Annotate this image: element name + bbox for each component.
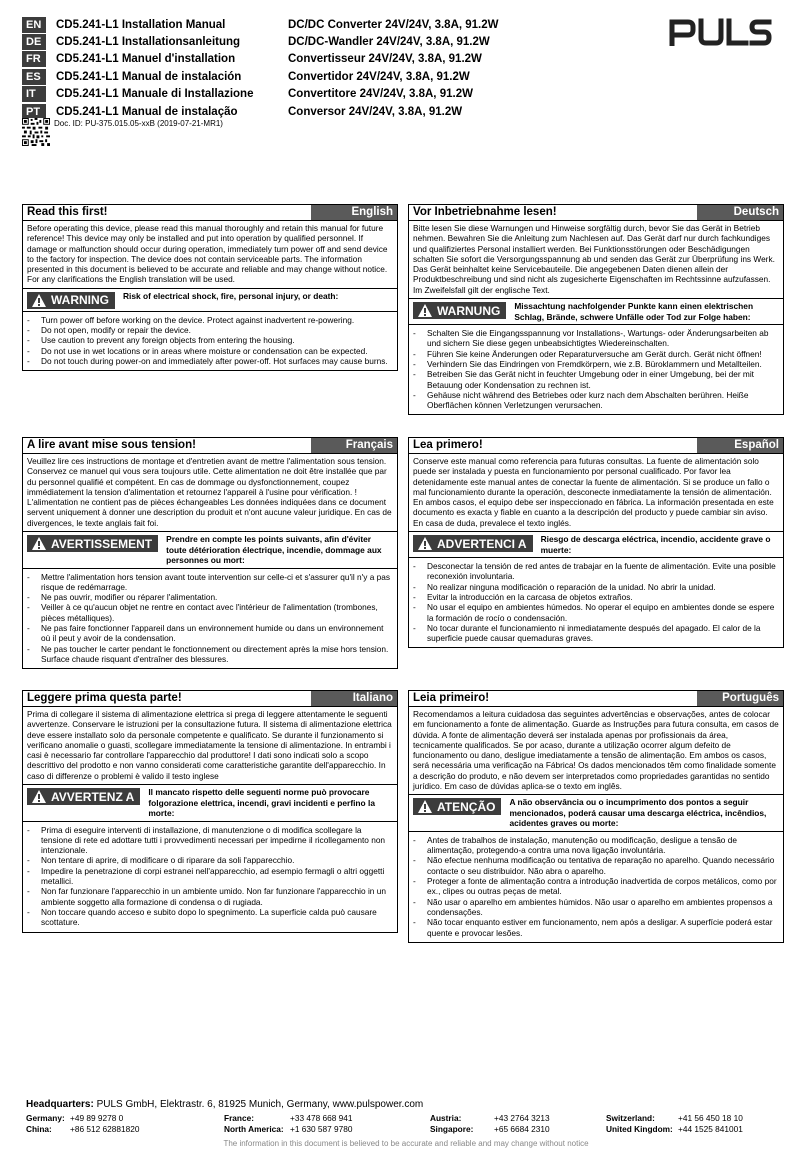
warning-badge <box>27 535 158 552</box>
panel-title: Read this first! <box>27 206 108 218</box>
contact-phone: +86 512 62881820 <box>70 1124 140 1134</box>
warning-list <box>409 324 783 414</box>
contact-label: North America: <box>224 1124 284 1134</box>
contact-label: Singapore: <box>430 1124 474 1134</box>
panel-title: Leia primeiro! <box>413 692 490 704</box>
panel-title: Vor Inbetriebnahme lesen! <box>413 206 557 218</box>
header-row-es <box>22 68 792 85</box>
warning-triangle-icon <box>417 799 433 814</box>
list-item: - Use caution to prevent any foreign objects from entering the housing. <box>27 335 393 345</box>
manual-title: CD5.241-L1 Manuel d'installation <box>56 53 236 66</box>
panel-language: Français <box>311 438 397 453</box>
doc-id-row <box>22 118 223 146</box>
list-item: - Verhindern Sie das Eindringen von Fremdkörpern, wie z.B. Büroklammern und Metallteilen. <box>413 359 779 369</box>
product-name: Conversor 24V/24V, 3.8A, 91.2W <box>288 105 463 118</box>
panel-english <box>22 204 398 371</box>
manual-title: CD5.241-L1 Manual de instalación <box>56 70 242 83</box>
language-code: FR <box>22 51 46 67</box>
panel-italiano <box>22 690 398 933</box>
warning-triangle-icon <box>417 303 433 318</box>
list-item: - Betreiben Sie das Gerät nicht in feuchter Umgebung oder in einer Umgebung, bei der mit Betauung oder Kondensation zu rechnen ist. <box>413 369 779 390</box>
panel-language: Italiano <box>311 691 397 706</box>
warning-block <box>409 531 783 557</box>
panel-language: English <box>311 205 397 220</box>
warning-list <box>23 821 397 932</box>
list-item: - Impedire la penetrazione di corpi estranei nell'apparecchio, ad esempio fermagli o altri oggetti metallici. <box>27 866 393 887</box>
list-item: - Non tentare di aprire, di modificare o di riparare da soli l'apparecchio. <box>27 855 393 865</box>
manual-title: CD5.241-L1 Manual de instalação <box>56 105 238 118</box>
warning-label: ATENÇÃO <box>437 799 496 814</box>
contact-phone: +1 630 587 9780 <box>290 1124 353 1134</box>
warning-text: Risk of electrical shock, fire, personal injury, or death: <box>123 290 339 301</box>
panel-intro: Veuillez lire ces instructions de montage et d'entretien avant de mettre l'alimentation sous tension. Conservez ce manuel qui vous sera toujours utile. Cette alimentation ne doit être installée que par du personnel qualifié et compétent. En cas de dommage ou dysfonctionnement, coupez immédiatement la tension d'alimentation et retournez l'appareil à l'usine pour vérification. ! L'alimentation ne contient pas de pièces échangeables Les données indiquées dans ce document servent uniquement à donner une description du produit et n'ont aucune valeur juridique. En cas de divergences, le texte anglais fait foi. <box>23 453 397 531</box>
manual-title: CD5.241-L1 Manuale di Installazione <box>56 88 254 101</box>
language-code: PT <box>22 104 46 120</box>
product-name: DC/DC-Wandler 24V/24V, 3.8A, 91.2W <box>288 36 490 49</box>
warning-list <box>23 311 397 370</box>
list-item: - Do not open, modify or repair the device. <box>27 325 393 335</box>
list-item: - Gehäuse nicht während des Betriebes oder kurz nach dem Abschalten berühren. Heiße Oberflächen können Verletzungen verursachen. <box>413 390 779 411</box>
panel-header <box>409 205 783 220</box>
contact-phone: +43 2764 3213 <box>494 1113 550 1123</box>
panel-francais <box>22 437 398 669</box>
panel-header <box>23 205 397 220</box>
warning-badge <box>27 292 115 309</box>
panel-language: Español <box>697 438 783 453</box>
list-item: - Ne pas toucher le carter pendant le fonctionnement ou directement après la mise hors tension. Surface chaude risquant d'entraîner des blessures. <box>27 644 393 665</box>
contact-phone: +41 56 450 18 10 <box>678 1113 743 1123</box>
warning-list <box>409 557 783 647</box>
panel-language: Português <box>697 691 783 706</box>
list-item: - Do not touch during power-on and immediately after power-off. Hot surfaces may cause burns. <box>27 356 393 366</box>
warning-triangle-icon <box>31 789 47 804</box>
list-item: - Prima di eseguire interventi di installazione, di manutenzione o di modifica scollegare la tensione di rete ed adottare tutti i provvedimenti necessari per impedirne il ricollegamento non intenzionale. <box>27 825 393 856</box>
warning-triangle-icon <box>31 536 47 551</box>
warning-text: Riesgo de descarga eléctrica, incendio, accidente grave o muerte: <box>540 534 771 555</box>
warning-block <box>409 794 783 831</box>
list-item: - Turn power off before working on the device. Protect against inadvertent re-powering. <box>27 315 393 325</box>
product-name: DC/DC Converter 24V/24V, 3.8A, 91.2W <box>288 18 499 31</box>
list-item: - Non far funzionare l'apparecchio in un ambiente umido. Non far funzionare l'apparecchio in un ambiente soggetto alla formazione di condensa o di rugiada. <box>27 886 393 907</box>
warning-list <box>23 568 397 669</box>
list-item: - Não tocar enquanto estiver em funcionamento, nem após a desligar. A superfície poderá estar quente e provocar lesões. <box>413 917 779 938</box>
list-item: - No realizar ninguna modificación o reparación de la unidad. No abrir la unidad. <box>413 582 779 592</box>
list-item: - Não usar o aparelho em ambientes húmidos. Não usar o aparelho em ambientes propensos a condensações. <box>413 897 779 918</box>
panel-intro: Before operating this device, please read this manual thoroughly and retain this manual for future reference! This device may only be installed and put into operation by qualified personnel. If damage or malfunction should occur during operation, immediately turn power off and send device to the factory for inspection. The device does not contain serviceable parts. The information presented in this document is believed to be accurate and reliable and may change without notice. For any clarifications the English translation will be used. <box>23 220 397 288</box>
footer <box>26 1099 786 1148</box>
list-item: - Führen Sie keine Änderungen oder Reparaturversuche am Gerät durch. Gerät nicht öffnen! <box>413 349 779 359</box>
headquarters <box>26 1099 786 1110</box>
panel-header <box>409 438 783 453</box>
list-item: - Do not use in wet locations or in areas where moisture or condensation can be expected. <box>27 346 393 356</box>
panel-title: A lire avant mise sous tension! <box>27 439 196 451</box>
manual-title: CD5.241-L1 Installation Manual <box>56 18 226 31</box>
panel-language: Deutsch <box>697 205 783 220</box>
warning-text: Il mancato rispetto delle seguenti norme può provocare folgorazione elettrica, incendi, gravi incidenti e perfino la morte: <box>148 787 375 819</box>
panel-header <box>23 438 397 453</box>
panel-intro: Bitte lesen Sie diese Warnungen und Hinweise sorgfältig durch, bevor Sie das Gerät in Betrieb nehmen. Bewahren Sie die Anleitung zum Nachlesen auf. Das Gerät darf nur durch fachkundiges und qualifiziertes Personal installiert werden. Bei Funktionsstörungen oder Beschädigungen schalten Sie sofort die Versorgungsspannung ab und senden das Gerät zur Überprüfung ins Werk. Das Gerät beinhaltet keine Servicebauteile. Die angegebenen Daten dienen allein der Produktbeschreibung und sind nicht als zugesicherte Eigenschaften im Rechtssinne aufzufassen. Im Zweifelsfall gilt der englische Text. <box>409 220 783 298</box>
product-name: Convertisseur 24V/24V, 3.8A, 91.2W <box>288 53 482 66</box>
product-name: Convertitore 24V/24V, 3.8A, 91.2W <box>288 88 473 101</box>
qr-code-icon <box>22 118 50 146</box>
list-item: - Mettre l'alimentation hors tension avant toute intervention sur celle-ci et s'assurer qu'il n'y a pas risque de redémarrage. <box>27 572 393 593</box>
document-header <box>22 16 792 120</box>
warning-block <box>23 288 397 311</box>
warning-text: Missachtung nachfolgender Punkte kann einen elektrischen Schlag, Brände, schwere Unfälle oder Tod zur Folge haben: <box>514 301 754 322</box>
panel-deutsch <box>408 204 784 415</box>
hq-label: Headquarters: <box>26 1099 94 1110</box>
warning-label: AVERTISSEMENT <box>51 536 153 551</box>
warning-block <box>23 531 397 568</box>
panel-intro: Prima di collegare il sistema di alimentazione elettrica si prega di leggere attentamente le seguenti avvertenze. Conservare le istruzioni per la consultazione futura. Il sistema di alimentazione elettrica deve essere installato solo da personale competente e qualificato. Se durante il funzionamento si verificano anomalie o guasti, scollegare immediatamente la tensione di alimentazione. In entrambi i casi è necessario far controllare l'apparecchio dal produttore! I dati sono indicati solo a scopo descrittivo del prodotto e non vanno considerati come caratteristiche garantite dell'apparecchio. In caso di differenze o problemi è valido il testo inglese <box>23 706 397 784</box>
contact-phone: +33 478 668 941 <box>290 1113 353 1123</box>
product-name: Convertidor 24V/24V, 3.8A, 91.2W <box>288 70 470 83</box>
panel-intro: Conserve este manual como referencia para futuras consultas. La fuente de alimentación solo puede ser instalada y puesta en funcionamiento por personal cualificado. Por favor lea detenidamente este manual antes de conectar la fuente de alimentación. Si se produce un fallo o mal funcionamiento durante la operación, desconecte inmediatamente la tensión de alimentación. En ambos casos, el equipo debe ser inspeccionado en fábrica. La información presentada en este documento es exacta y fiable en cuanto a la descripción del producto y puede cambiar sin aviso. En casa de duda, prevalece el texto inglés. <box>409 453 783 531</box>
warning-block <box>23 784 397 821</box>
warning-text: Prendre en compte les points suivants, afin d'éviter toute détérioration électrique, incendie, dommage aux personnes ou mort: <box>166 534 382 566</box>
list-item: - Não efectue nenhuma modificação ou tentativa de reparação no aparelho. Quando necessário contacte o seu distribuidor. Não abra o aparelho. <box>413 855 779 876</box>
list-item: - Desconectar la tensión de red antes de trabajar en la fuente de alimentación. Evite una posible reconexión involuntaria. <box>413 561 779 582</box>
warning-list <box>409 831 783 942</box>
warning-triangle-icon <box>417 536 433 551</box>
header-row-it <box>22 86 792 103</box>
hq-address: PULS GmbH, Elektrastr. 6, 81925 Munich, Germany, www.pulspower.com <box>96 1099 424 1110</box>
warning-triangle-icon <box>31 293 47 308</box>
list-item: - Ne pas ouvrir, modifier ou réparer l'alimentation. <box>27 592 393 602</box>
warning-label: WARNUNG <box>437 303 501 318</box>
warning-badge <box>413 798 501 815</box>
contact-label: United Kingdom: <box>606 1124 673 1134</box>
warning-block <box>409 298 783 324</box>
list-item: - Ne pas faire fonctionner l'appareil dans un environnement humide ou dans un environnement où il peut y avoir de la condensation. <box>27 623 393 644</box>
contact-label: Germany: <box>26 1113 65 1123</box>
panel-header <box>23 691 397 706</box>
language-code: IT <box>22 86 46 102</box>
language-code: EN <box>22 17 46 33</box>
warning-label: AVVERTENZ A <box>51 789 135 804</box>
language-code: ES <box>22 69 46 85</box>
contact-label: France: <box>224 1113 254 1123</box>
warning-badge <box>413 535 533 552</box>
contact-phone: +49 89 9278 0 <box>70 1113 124 1123</box>
document-id: Doc. ID: PU-375.015.05-xxB (2019-07-21-MR1) <box>54 119 223 128</box>
header-row-fr <box>22 51 792 68</box>
warning-badge <box>27 788 140 805</box>
list-item: - Schalten Sie die Eingangsspannung vor Installations-, Wartungs- oder Änderungsarbeiten ab und sichern Sie diese gegen unbeabsichtigtes Wiedereinschalten. <box>413 328 779 349</box>
contact-label: Switzerland: <box>606 1113 655 1123</box>
contact-row <box>26 1113 786 1124</box>
panel-header <box>409 691 783 706</box>
warning-text: A não observância ou o incumprimento dos pontos a seguir mencionados, poderá causar uma descarga eléctrica, incêndios, acidentes graves ou morte: <box>509 797 767 829</box>
list-item: - Non toccare quando acceso e subito dopo lo spegnimento. La superficie calda può causare scottature. <box>27 907 393 928</box>
contact-row <box>26 1124 786 1135</box>
list-item: - Antes de trabalhos de instalação, manutenção ou modificação, desligue a tensão de alimentação, protegendo-a contra uma nova ligação involuntária. <box>413 835 779 856</box>
warning-badge <box>413 302 506 319</box>
list-item: - No tocar durante el funcionamiento ni inmediatamente después del apagado. El calor de la superficie puede causar quemaduras graves. <box>413 623 779 644</box>
panel-title: Lea primero! <box>413 439 483 451</box>
warning-label: ADVERTENCI A <box>437 536 527 551</box>
panel-intro: Recomendamos a leitura cuidadosa das seguintes advertências e observações, antes de colocar em funcionamento a fonte de alimentação. Guarde as Instruções para futura consulta, em casos de dúvida. A fonte de alimentação deverá ser instalada apenas por profissionais da área, tecnicamente qualificados. Se por acaso, durante a utilização ocorrer algum defeito de funcionamento ou dano, desligue imediatamente a tensão de alimentação. Em ambos os casos, será necessária uma verificação na Fábrica! Os dados mencionados têm como finalidade somente a descrição do produto, e não devem ser interpretados como propriedades garantidas no sentido jurídico. Em caso de dúvidas aplica-se o texto em inglês. <box>409 706 783 794</box>
list-item: - No usar el equipo en ambientes húmedos. No operar el equipo en ambientes donde se espere la formación de rocío o condensación. <box>413 602 779 623</box>
manual-title: CD5.241-L1 Installationsanleitung <box>56 36 241 49</box>
disclaimer-note: The information in this document is believed to be accurate and reliable and may change without notice <box>223 1139 589 1148</box>
warning-label: WARNING <box>51 293 109 308</box>
contact-phone: +65 6684 2310 <box>494 1124 550 1134</box>
panel-portugues <box>408 690 784 943</box>
contact-label: Austria: <box>430 1113 462 1123</box>
list-item: - Evitar la introducción en la carcasa de objetos extraños. <box>413 592 779 602</box>
panel-espanol <box>408 437 784 648</box>
list-item: - Proteger a fonte de alimentação contra a introdução inadvertida de corpos metálicos, como por ex., clipes ou outras peças de metal. <box>413 876 779 897</box>
puls-logo <box>668 18 772 46</box>
contact-label: China: <box>26 1124 52 1134</box>
list-item: - Veiller à ce qu'aucun objet ne rentre en contact avec l'intérieur de l'alimentation (trombones, pièces métalliques). <box>27 602 393 623</box>
language-code: DE <box>22 34 46 50</box>
contact-phone: +44 1525 841001 <box>678 1124 743 1134</box>
panel-title: Leggere prima questa parte! <box>27 692 182 704</box>
